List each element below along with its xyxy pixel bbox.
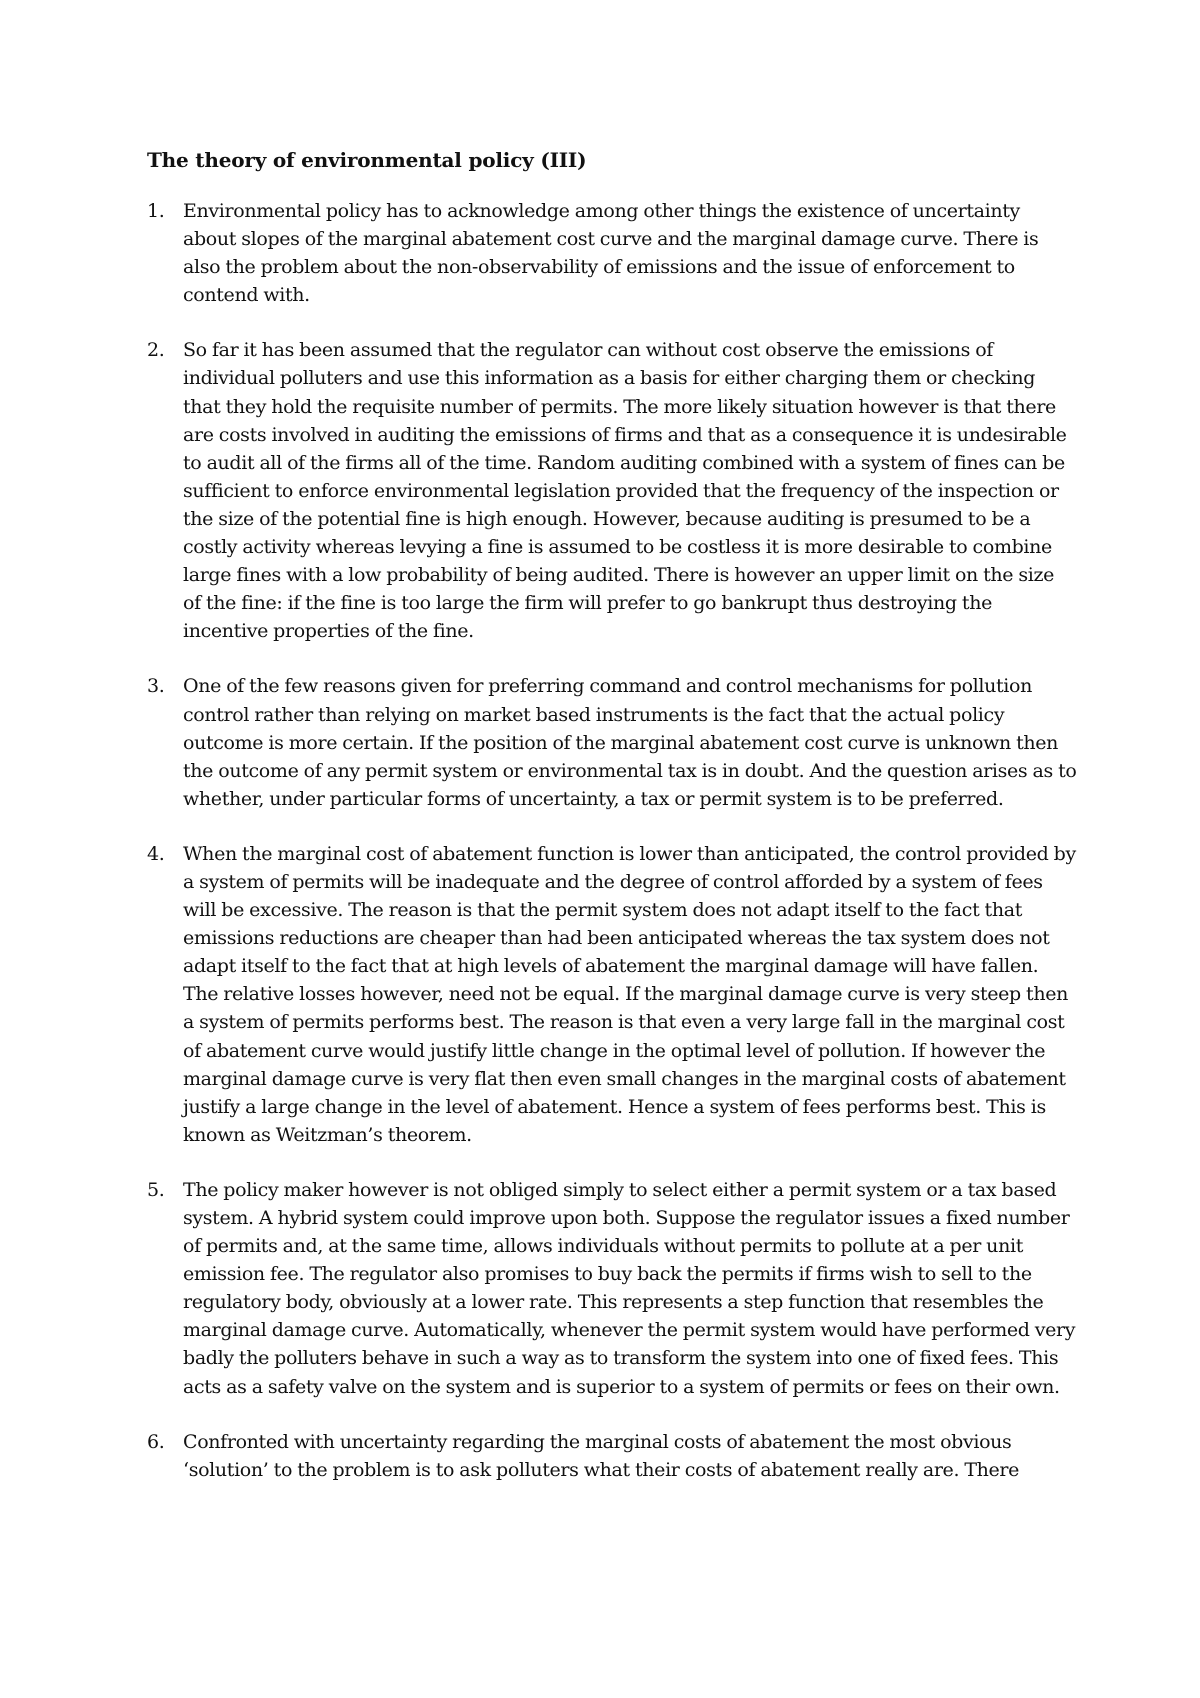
- list-item-text: When the marginal cost of abatement function is lower than anticipated, the control provided by a system of permits will be inadequate and the degree of control afforded by a system of fees will be excessive. The reason is that the permit system does not adapt itself to the fact that emissions reductions are cheaper than had been anticipated whereas the tax system does not adapt itself to the fact that at high levels of abatement the marginal damage will have fallen. The relative losses however, need not be equal. If the marginal damage curve is very steep then a system of permits performs best. The reason is that even a very large fall in the marginal cost of abatement curve would justify little change in the optimal level of pollution. If however the marginal damage curve is very flat then even small changes in the marginal costs of abatement justify a large change in the level of abatement. Hence a system of fees performs best. This is known as Weitzman’s theorem.: [183, 842, 1076, 1146]
- list-item-text: Environmental policy has to acknowledge among other things the existence of uncertainty about slopes of the marginal abatement cost curve and the marginal damage curve. There is also the problem about the non-observability of emissions and the issue of enforcement to contend with.: [183, 200, 1039, 307]
- list-item-text: The policy maker however is not obliged simply to select either a permit system or a tax based system. A hybrid system could improve upon both. Suppose the regulator issues a fixed number of permits and, at the same time, allows individuals without permits to pollute at a per unit emission fee. The regulator also promises to buy back the permits if firms wish to sell to the regulatory body, obviously at a lower rate. This represents a step function that resembles the marginal damage curve. Automatically, whenever the permit system would have performed very badly the polluters behave in such a way as to transform the system into one of fixed fees. This acts as a safety valve on the system and is superior to a system of permits or fees on their own.: [183, 1178, 1076, 1398]
- list-item-3: [147, 672, 1077, 812]
- list-item-4: [147, 840, 1077, 1149]
- document-page: [147, 146, 1077, 1511]
- list-item-6: [147, 1428, 1077, 1484]
- numbered-list: [147, 197, 1077, 1484]
- list-number: 2.: [147, 339, 165, 362]
- list-number: 6.: [147, 1430, 165, 1453]
- list-item-5: [147, 1176, 1077, 1401]
- list-number: 1.: [147, 200, 165, 222]
- list-item-1: [147, 197, 1077, 309]
- list-number: 3.: [147, 675, 165, 698]
- list-number: 5.: [147, 1178, 165, 1201]
- list-item-text: One of the few reasons given for preferring command and control mechanisms for pollution control rather than relying on market based instruments is the fact that the actual policy outcome is more certain. If the position of the marginal abatement cost curve is unknown then the outcome of any permit system or environmental tax is in doubt. And the question arises as to whether, under particular forms of uncertainty, a tax or permit system is to be preferred.: [183, 675, 1077, 810]
- list-item-text: Confronted with uncertainty regarding the marginal costs of abatement the most obvious ‘solution’ to the problem is to ask polluters what their costs of abatement really are. There: [183, 1430, 1020, 1481]
- document-title: The theory of environmental policy (III): [147, 148, 587, 172]
- list-number: 4.: [147, 842, 165, 865]
- list-item-text: So far it has been assumed that the regulator can without cost observe the emissions of individual polluters and use this information as a basis for either charging them or checking that they hold the requisite number of permits. The more likely situation however is that there are costs involved in auditing the emissions of firms and that as a consequence it is undesirable to audit all of the firms all of the time. Random auditing combined with a system of fines can be sufficient to enforce environmental legislation provided that the frequency of the inspection or the size of the potential fine is high enough. However, because auditing is presumed to be a costly activity whereas levying a fine is assumed to be costless it is more desirable to combine large fines with a low probability of being audited. There is however an upper limit on the size of the fine: if the fine is too large the firm will prefer to go bankrupt thus destroying the incentive properties of the fine.: [183, 339, 1067, 643]
- list-item-2: [147, 336, 1077, 645]
